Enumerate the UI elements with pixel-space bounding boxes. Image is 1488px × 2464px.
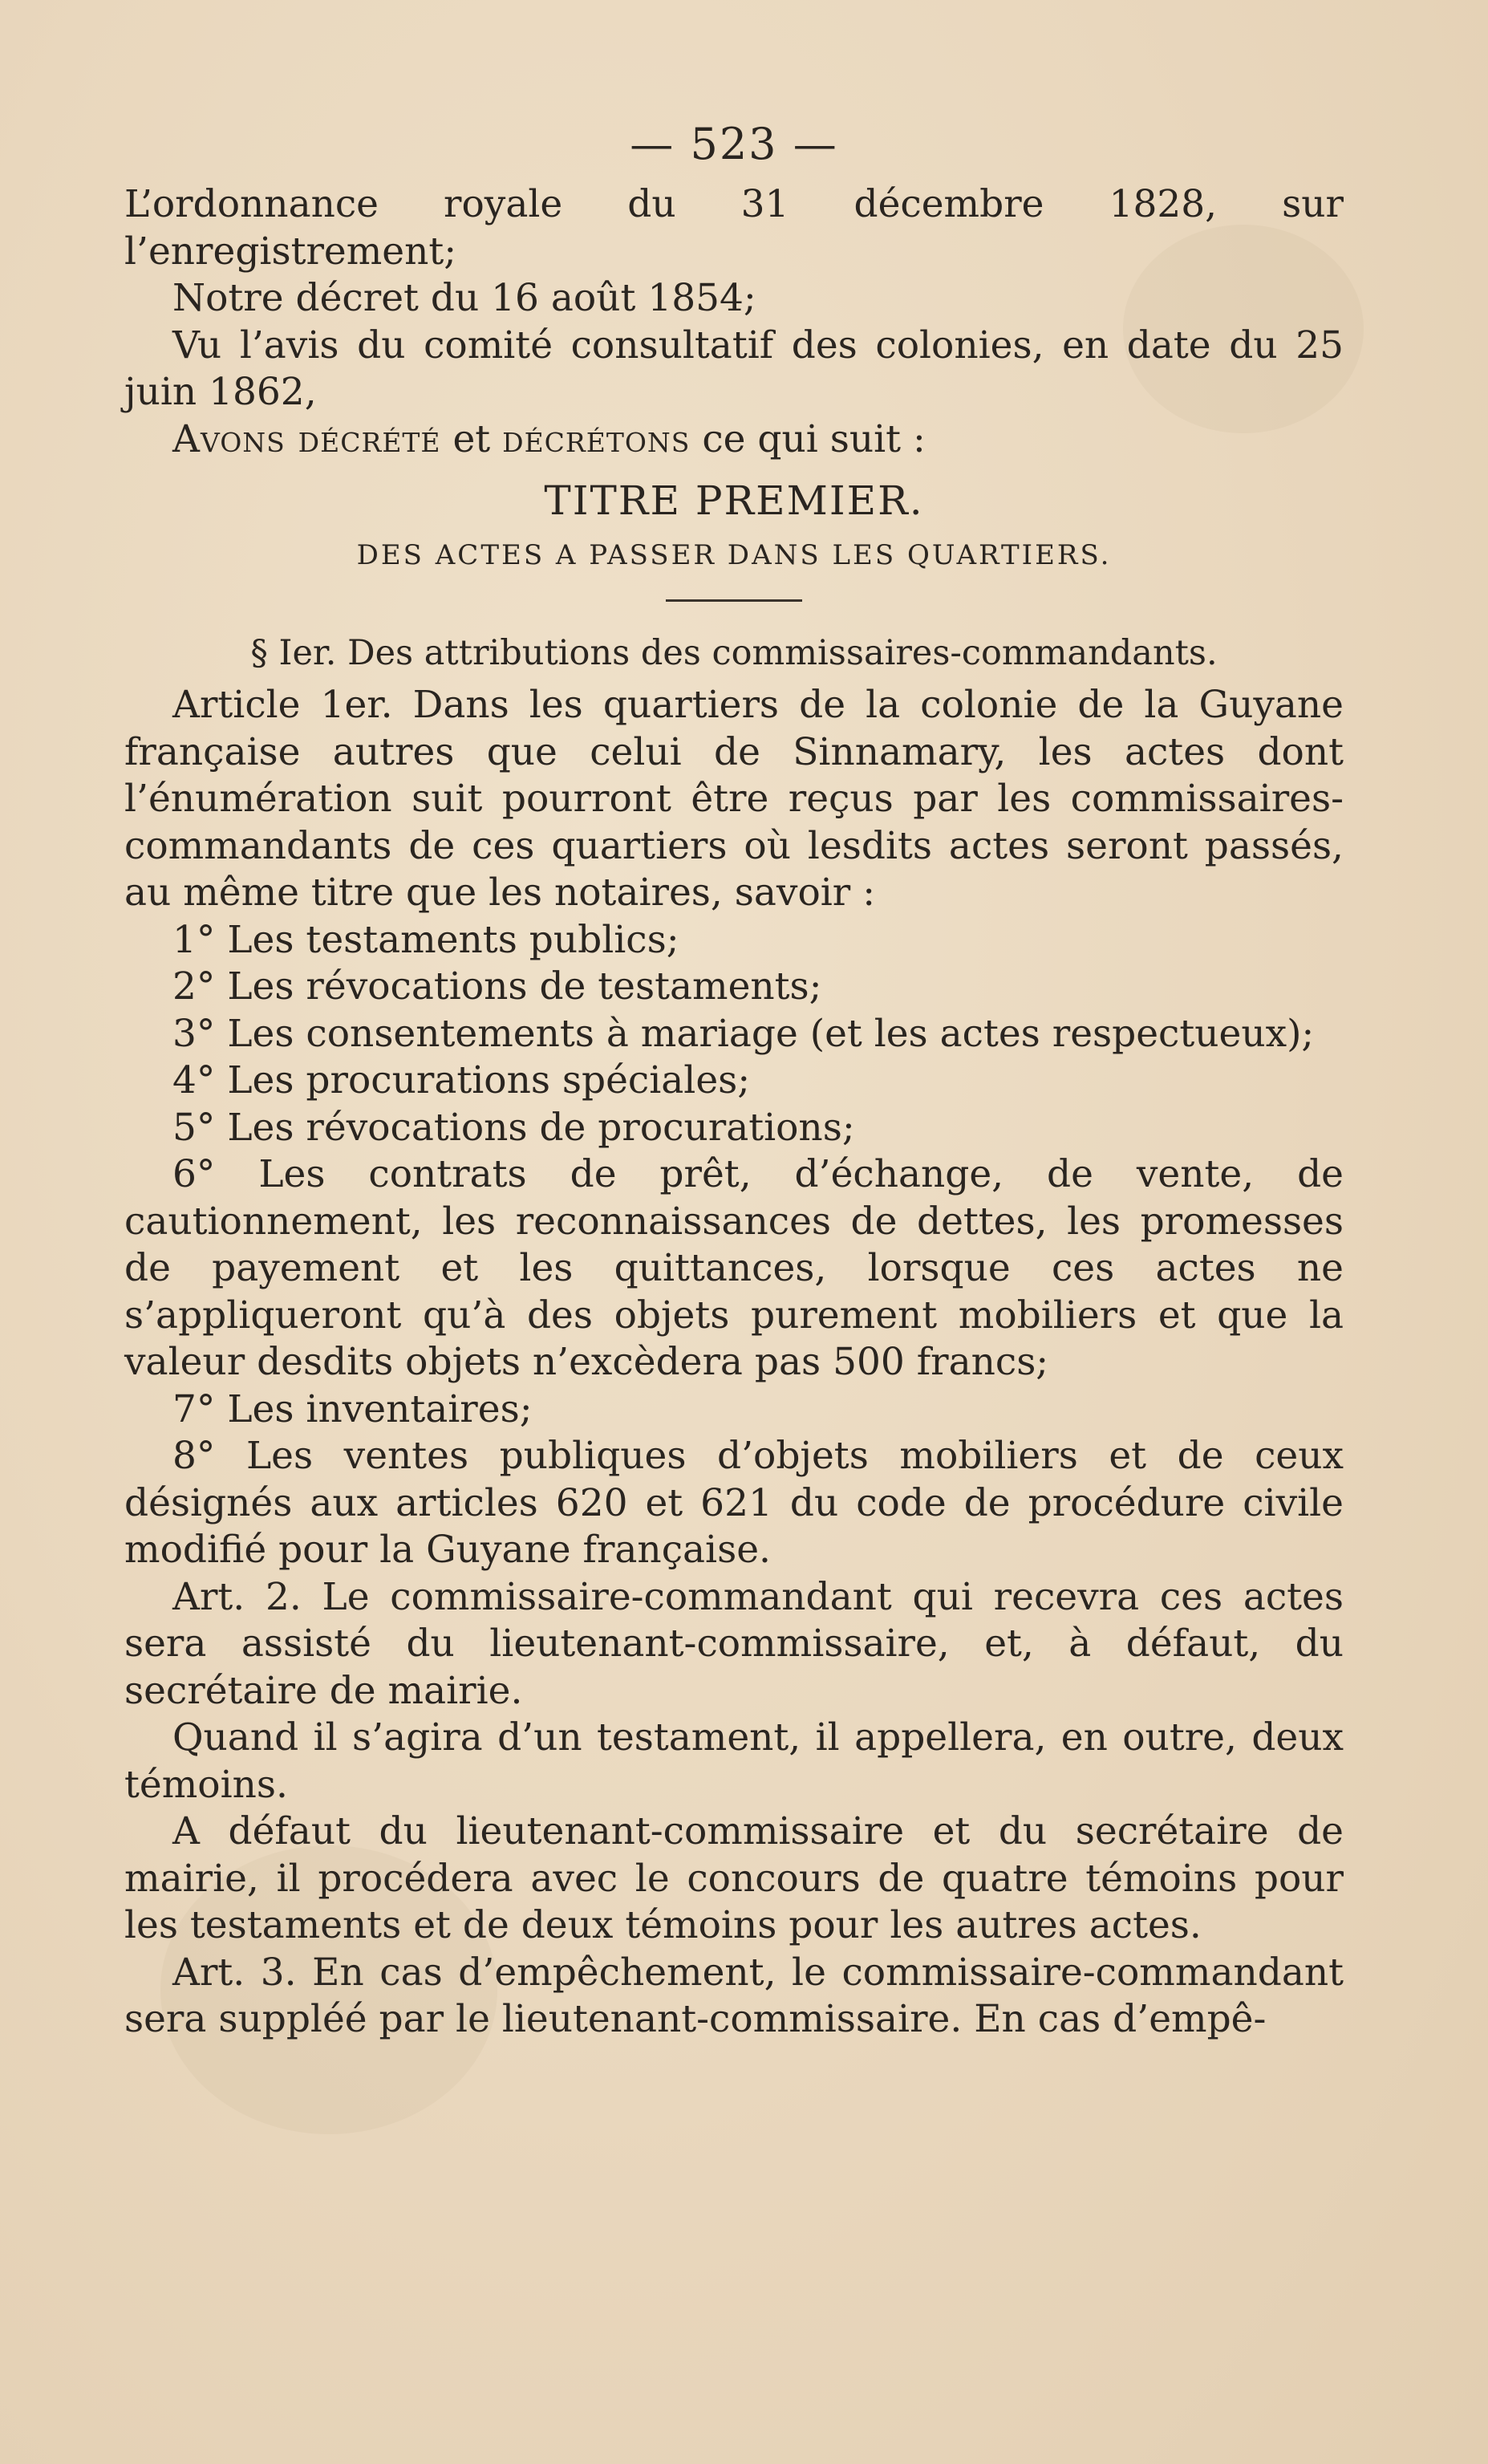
title-heading: TITRE PREMIER. bbox=[544, 477, 924, 524]
list-item: 1° Les testaments publics; bbox=[172, 917, 679, 962]
decree-formula bbox=[124, 416, 1344, 464]
page-body bbox=[124, 120, 1344, 2044]
decree-caps-2: décrétons bbox=[502, 416, 691, 461]
decree-et: et bbox=[440, 416, 503, 461]
preamble-avis: Vu l’avis du comité consultatif des colonies, en date du 25 juin 1862, bbox=[124, 323, 1344, 414]
section-divider bbox=[666, 599, 802, 602]
list-item: 7° Les inventaires; bbox=[172, 1386, 533, 1431]
article-2-text: Art. 2. Le commissaire-commandant qui recevra ces actes sera assisté du lieutenant-commissaire, et, à défaut, du secrétaire de mairie. bbox=[124, 1574, 1344, 1713]
list-item: 6° Les contrats de prêt, d’échange, de vente, de cautionnement, les reconnaissances de dettes, les promesses de payement et les quittances, lorsque ces actes ne s’appliqueront qu’à des objets purement mobiliers et que la valeur desdits objets n’excèdera pas 500 francs; bbox=[124, 1152, 1344, 1384]
article-2-default: A défaut du lieutenant-commissaire et du secrétaire de mairie, il procédera avec le concours de quatre témoins pour les testaments et de deux témoins pour les autres actes. bbox=[124, 1809, 1344, 1947]
list-item: 4° Les procurations spéciales; bbox=[172, 1058, 751, 1102]
subtitle-heading: DES ACTES A PASSER DANS LES QUARTIERS. bbox=[356, 539, 1112, 571]
list-item: 8° Les ventes publiques d’objets mobiliers et de ceux désignés aux articles 620 et 621 du code de procédure civile modifié pour la Guyane française. bbox=[124, 1434, 1344, 1572]
decree-rest: ce qui suit : bbox=[690, 416, 926, 461]
article-3-text: Art. 3. En cas d’empêchement, le commissaire-commandant sera suppléé par le lieutenant-commissaire. En cas d’empê- bbox=[124, 1950, 1344, 2041]
list-item: 2° Les révocations de testaments; bbox=[172, 964, 822, 1009]
page-number: — 523 — bbox=[630, 119, 838, 169]
list-item: 5° Les révocations de procurations; bbox=[172, 1105, 855, 1150]
article-2-testament: Quand il s’agira d’un testament, il appellera, en outre, deux témoins. bbox=[124, 1715, 1344, 1807]
section-heading: § Ier. Des attributions des commissaires-commandants. bbox=[250, 633, 1218, 673]
preamble-decret: Notre décret du 16 août 1854; bbox=[172, 276, 756, 320]
decree-caps-1: Avons décrété bbox=[172, 416, 441, 461]
article-1-intro: Article 1er. Dans les quartiers de la colonie de la Guyane française autres que celui de Sinnamary, les actes dont l’énumération suit pourront être reçus par les commissaires-commandants de ces quartiers où lesdits actes seront passés, au même titre que les notaires, savoir : bbox=[124, 683, 1344, 915]
list-item: 3° Les consentements à mariage (et les actes respectueux); bbox=[172, 1011, 1315, 1056]
preamble-ordonnance: L’ordonnance royale du 31 décembre 1828, sur l’enregistrement; bbox=[124, 182, 1344, 274]
